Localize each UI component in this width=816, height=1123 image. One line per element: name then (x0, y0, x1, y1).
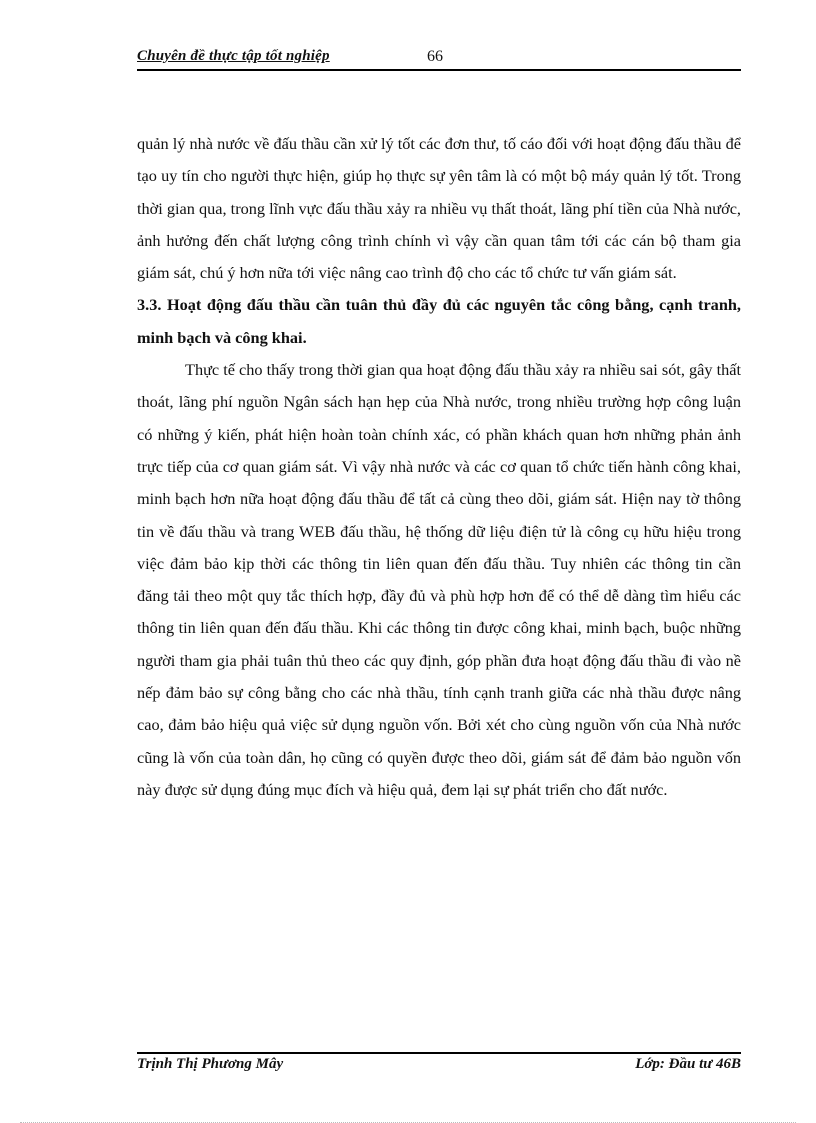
body-paragraph-1: quản lý nhà nước về đấu thầu cần xử lý tốt các đơn thư, tố cáo đối với hoạt động đấu thầu để tạo uy tín cho người thực hiện, giúp họ thực sự yên tâm là có một bộ máy quản lý tốt. Trong thời gian qua, trong lĩnh vực đấu thầu xảy ra nhiều vụ thất thoát, lãng phí tiền của Nhà nước, ảnh hưởng đến chất lượng công trình chính vì vậy cần quan tâm tới các cán bộ tham gia giám sát, chú ý hơn nữa tới việc nâng cao trình độ cho các tổ chức tư vấn giám sát. (137, 134, 741, 283)
header-title: Chuyên đề thực tập tốt nghiệp (137, 48, 330, 64)
page-footer (137, 1056, 741, 1078)
page-number: 66 (427, 48, 443, 65)
page-body (137, 128, 741, 806)
page-header (137, 48, 741, 70)
header-rule (137, 69, 741, 71)
footer-rule (137, 1052, 741, 1054)
footer-author: Trịnh Thị Phương Mây (137, 1056, 284, 1072)
footer-class: Lớp: Đầu tư 46B (635, 1056, 741, 1072)
body-paragraph-2: Thực tế cho thấy trong thời gian qua hoạt động đấu thầu xảy ra nhiều sai sót, gây thất thoát, lãng phí nguồn Ngân sách hạn hẹp của Nhà nước, trong nhiều trường hợp công luận có những ý kiến, phát hiện hoàn toàn chính xác, có phần khách quan hơn những phản ảnh trực tiếp của cơ quan giám sát. Vì vậy nhà nước và các cơ quan tổ chức tiến hành công khai, minh bạch hơn nữa hoạt động đấu thầu để tất cả cùng theo dõi, giám sát. Hiện nay tờ thông tin về đấu thầu và trang WEB đấu thầu, hệ thống dữ liệu điện tử là công cụ hữu hiệu trong việc đảm bảo kịp thời các thông tin liên quan đến đấu thầu. Tuy nhiên các thông tin cần đăng tải theo một quy tắc thích hợp, đầy đủ và phù hợp hơn để có thể dễ dàng tìm hiểu các thông tin liên quan đến đấu thầu. Khi các thông tin được công khai, minh bạch, buộc những người tham gia phải tuân thủ theo các quy định, góp phần đưa hoạt động đấu thầu đi vào nề nếp đảm bảo sự công bằng cho các nhà thầu, tính cạnh tranh giữa các nhà thầu được nâng cao, đảm bảo hiệu quả việc sử dụng nguồn vốn. Bởi xét cho cùng nguồn vốn của Nhà nước cũng là vốn của toàn dân, họ cũng có quyền được theo dõi, giám sát để đảm bảo nguồn vốn này được sử dụng đúng mục đích và hiệu quả, đem lại sự phát triển cho đất nước. (137, 360, 741, 799)
section-heading: 3.3. Hoạt động đấu thầu cần tuân thủ đầy đủ các nguyên tắc công bằng, cạnh tranh, minh bạch và công khai. (137, 295, 741, 347)
